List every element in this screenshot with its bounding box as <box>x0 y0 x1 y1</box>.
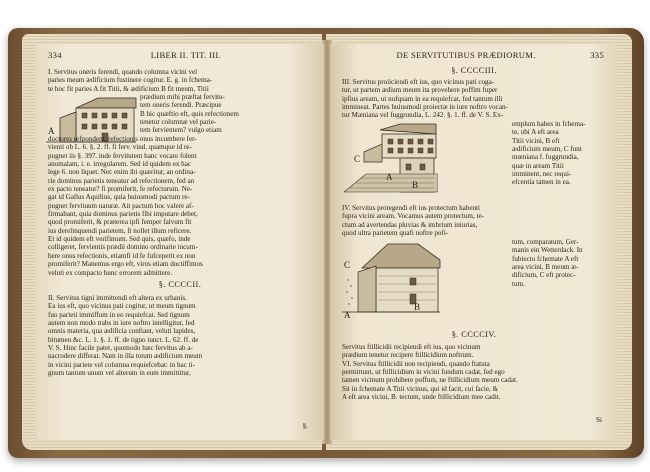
left-block1 <box>48 68 312 93</box>
text-line: mœniana f. fuggrundia, <box>512 153 579 162</box>
text-line: ex pacto teneatur? fi promiferit, fe refecturum. Ne- <box>48 185 193 194</box>
fig-label-a: A <box>386 172 393 182</box>
text-line: area vicini, B meum æ- <box>512 263 579 272</box>
text-line: tum, comparatum, Ger- <box>512 238 579 246</box>
right-page <box>330 44 618 440</box>
text-line: vienti ob L. 6. §. 2. ff. fi ferv. vind. quamque id re- <box>48 143 192 152</box>
text-line: gat id Gallus Aquilius, quia huiusmodi pactum re- <box>48 193 190 202</box>
right-block1-narrow <box>512 120 606 187</box>
text-line: ctum ad avertendas pluvias & imbrium iniurias, <box>342 220 478 229</box>
text-line: permittunt, ut ftillicidium in vicini fundum cadat, fed ego <box>342 368 505 377</box>
left-block1-rest <box>48 135 312 277</box>
fig-label-a: A <box>48 126 55 136</box>
text-line: lege 6. non liquet. Nec enim ibi quæritur, an ordina- <box>48 168 196 177</box>
text-line: tem fervientem? vulgo etiam <box>140 126 222 135</box>
left-running-title: LIBER II. TIT. III. <box>150 50 222 60</box>
fig-label-c: C <box>344 260 351 270</box>
text-line: colligeret, fervientis prædii domino ordinarie incum- <box>48 243 198 252</box>
fig-label-a: A <box>344 310 351 318</box>
text-line: immineat. Partes huiusmodi proiectæ in iure noftro vocan- <box>342 103 508 112</box>
text-line: doctores refpondent, refectionis onus incumbere fer- <box>48 135 197 143</box>
text-line: pugnet iis §. 397. inde fervitutem hanc vocare folent <box>48 151 197 160</box>
text-line: dificium, C eft protec- <box>512 271 576 280</box>
text-line: fuo parieti immiffum in eo requiefcat. Sed tignum <box>48 310 190 319</box>
text-line: IV. Servitus protegendi eft ius protectum habenti <box>342 204 480 212</box>
text-line: I. Servitus oneris ferendi, quando columna vicini vel <box>48 68 198 76</box>
text-line: Sit in fchemate A Titii vicinus, qui id facit, cui facie, & <box>342 384 499 393</box>
text-line: Servitus ftillicidii recipiendi eft ius, quo vicinum <box>342 343 481 351</box>
text-line: tur, ut partem ædium meum ita provehere poffim fuper <box>342 86 498 95</box>
text-line: manis ein Wetterdack. In <box>512 246 583 255</box>
right-block3 <box>342 343 606 401</box>
text-line: autem non modo trabs in iure noftro intelligitur, fed <box>48 319 195 328</box>
text-line: Et id quidem eft verifimum. Sed quis, quæfo, inde <box>48 235 191 244</box>
text-line: emplum habes in fchema- <box>512 120 586 128</box>
right-running-head <box>330 50 618 60</box>
text-line: Titii vicini, B eft <box>512 136 560 145</box>
text-line: Ea ius eft, quo vicinus pati cogitur, ut meum tignum <box>48 302 196 311</box>
text-line: firmabant, quia dominus parietis fibi imputare debet, <box>48 210 198 219</box>
right-figure-house-2 <box>342 238 442 318</box>
text-line: te, ubi A eft area <box>512 128 559 137</box>
text-line: tum. <box>512 279 525 288</box>
text-line: ædificium meum, C funt <box>512 145 582 154</box>
fig-label-c: C <box>354 154 361 164</box>
text-line: II. Servitus tigni immittendi eft altera ex urbanis. <box>48 294 187 302</box>
text-line: ipfius aream, ut nufquam in ea requiefcat, fed tantum illi <box>342 94 503 103</box>
right-catchword: Si <box>596 416 602 424</box>
left-section-heading: §. CCCCII. <box>158 280 202 289</box>
text-line: tem oneris ferendi. Præcipue <box>140 101 222 110</box>
text-line: A eft area vicini, B. tectum, unde ftillicidium mee cadit. <box>342 393 501 402</box>
open-book <box>8 10 644 462</box>
text-line: bitumen &c. L. 1. §. 1. ff. de tigno iunct. L. 62. ff. de <box>48 335 199 344</box>
right-running-title: DE SERVITUTIBUS PRÆDIORUM. <box>396 50 536 60</box>
fig-label-b: B <box>414 302 421 312</box>
left-page <box>36 44 324 440</box>
left-catchword: §. <box>302 422 308 430</box>
text-line: pugnet fervituum naturæ. Ait pactum hoc valere af- <box>48 201 194 210</box>
text-line: tamen vicinum prohibere poffum, ne ftillicidium meum cadat. <box>342 376 518 385</box>
text-line: ius derelinquendi parietem, fi nollet illum reficere. <box>48 226 192 235</box>
text-line: prædium mihi præftat fervitu- <box>140 93 225 101</box>
text-line: quod promiferit, & præterea ipfi femper falvum fit <box>48 218 192 227</box>
text-line: fupra vicini aream. Vocamus autem protectum, te- <box>342 212 484 221</box>
left-page-number: 334 <box>48 50 62 60</box>
text-line: III. Servitus proiiciendi eft ius, quo vicinus pati coga- <box>342 78 495 86</box>
text-line: V. S. Hinc facile patet, quomodo hæc fervitus ab a- <box>48 344 193 353</box>
left-running-head <box>36 50 324 60</box>
text-line: tenetur columnæ vel parie- <box>140 118 217 127</box>
right-section1-heading: §. CCCCIII. <box>451 66 497 75</box>
right-block2 <box>342 204 606 237</box>
left-block1-narrow <box>140 93 312 135</box>
text-line: promiferit? Manemus ergo eft, viros etiam doctiffimos <box>48 260 203 269</box>
right-block1 <box>342 78 606 120</box>
text-line: anomalam, i. e. irregularem. Sed id quidem ex hac <box>48 160 192 169</box>
text-line: fubiecto fchemate A eft <box>512 254 579 263</box>
right-page-number: 335 <box>590 50 604 60</box>
text-line: VI. Servitus ftillicidii non recipiendi, quando ftatuta <box>342 359 490 368</box>
right-block2-narrow <box>512 238 606 288</box>
left-block2 <box>48 294 312 377</box>
right-figure-house-1 <box>342 122 438 198</box>
fig-label-b: B <box>412 180 419 190</box>
text-line: nacrodere differat. Nam in illa totum ædificium meum <box>48 352 203 361</box>
text-line: veluti ex compacto hunc errorem admittere. <box>48 268 173 277</box>
text-line: paries meum ædificium fustinere cogitur. E. g. in fchema- <box>48 76 213 85</box>
text-line: efcentia tamen in ea. <box>512 178 571 187</box>
text-line: B hic quæftio eft, quis refectionem <box>140 109 239 118</box>
text-line: quod ultra parietem quafi noftre pofi- <box>342 229 449 238</box>
text-line: rie dominus parietis teneatur ad refectionem, fed an <box>48 176 195 185</box>
text-line: quæ in aream Titii <box>512 161 564 170</box>
text-line: imminent, nec requi- <box>512 170 572 179</box>
text-line: bere onus refectionis, etiamfi id fe fufceperit ex non <box>48 251 196 260</box>
text-line: prædium tenetur recipere ftillicidium noftrum. <box>342 351 474 360</box>
right-section3-heading: §. CCCCIV. <box>451 330 497 339</box>
text-line: tur Mæniana vel fuggrundia, L. 242. §. 1. ff. de V. S. Ex- <box>342 111 504 120</box>
text-line: in vicini pariete vel columna requiefcebat: in hac ti- <box>48 360 195 369</box>
text-line: te hoc fit paries A fit Titii, & ædificium B fit meum, Titii <box>48 84 209 93</box>
text-line: omnis materia, qua ædificia conftant, veluti lapides, <box>48 327 196 336</box>
text-line: gnum tantum unum vel alterum in eum immittitur, <box>48 369 191 378</box>
